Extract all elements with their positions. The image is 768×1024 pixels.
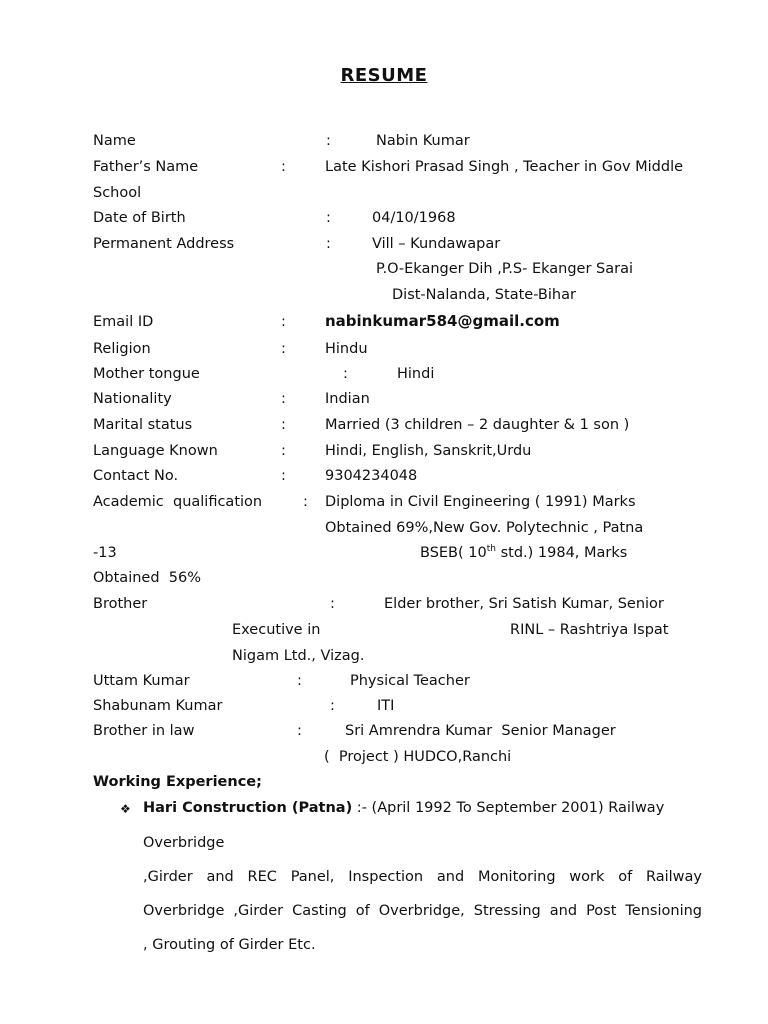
shabunam-value: ITI xyxy=(377,698,395,714)
brother-colon: : xyxy=(330,596,335,612)
email-label: Email ID xyxy=(93,314,154,330)
academic-line4: Obtained 56% xyxy=(93,570,201,586)
dob-value: 04/10/1968 xyxy=(372,210,456,226)
language-value: Hindi, English, Sanskrit,Urdu xyxy=(325,443,532,459)
company-name: Hari Construction (Patna) xyxy=(143,800,353,816)
language-label: Language Known xyxy=(93,443,218,459)
academic-line3: BSEB( 10th std.) 1984, Marks xyxy=(420,544,628,561)
name-label: Name xyxy=(93,133,136,149)
academic-line3-left: -13 xyxy=(93,545,117,561)
mother-tongue-label: Mother tongue xyxy=(93,366,200,382)
uttam-label: Uttam Kumar xyxy=(93,673,190,689)
dob-colon: : xyxy=(326,210,331,226)
nationality-colon: : xyxy=(281,391,286,407)
nationality-label: Nationality xyxy=(93,391,172,407)
father-label: Father’s Name xyxy=(93,159,199,175)
brother-label: Brother xyxy=(93,596,148,612)
experience-period: :- (April 1992 To September 2001) Railway xyxy=(352,800,665,816)
contact-colon: : xyxy=(281,468,286,484)
experience-line2: Overbridge xyxy=(143,835,225,851)
brother-line3: Nigam Ltd., Vizag. xyxy=(232,648,365,664)
name-colon: : xyxy=(326,133,331,149)
mother-tongue-colon: : xyxy=(343,366,348,382)
experience-heading: Working Experience; xyxy=(93,774,262,790)
marital-label: Marital status xyxy=(93,417,193,433)
experience-line1 xyxy=(143,801,664,816)
academic-colon: : xyxy=(303,494,308,510)
brother-line2a: Executive in xyxy=(232,622,321,638)
shabunam-label: Shabunam Kumar xyxy=(93,698,223,714)
brother-line2b: RINL – Rashtriya Ispat xyxy=(510,622,669,638)
address-line3: Dist-Nalanda, State-Bihar xyxy=(392,287,576,303)
name-value: Nabin Kumar xyxy=(376,133,470,149)
contact-value: 9304234048 xyxy=(325,468,418,484)
marital-value: Married (3 children – 2 daughter & 1 son ) xyxy=(325,417,630,433)
experience-line4: Overbridge ,Girder Casting of Overbridge, Stressing and Post Tensioning xyxy=(143,904,702,919)
brother-in-law-label: Brother in law xyxy=(93,723,195,739)
address-line2: P.O-Ekanger Dih ,P.S- Ekanger Sarai xyxy=(376,261,633,277)
academic-label: Academic qualification xyxy=(93,494,263,510)
address-label: Permanent Address xyxy=(93,236,235,252)
nationality-value: Indian xyxy=(325,391,370,407)
mother-tongue-value: Hindi xyxy=(397,366,435,382)
brother-in-law-line2: ( Project ) HUDCO,Ranchi xyxy=(324,749,512,765)
religion-label: Religion xyxy=(93,341,151,357)
contact-label: Contact No. xyxy=(93,468,179,484)
diamond-bullet-icon: ❖ xyxy=(120,802,131,816)
language-colon: : xyxy=(281,443,286,459)
email-value: nabinkumar584@gmail.com xyxy=(325,312,560,330)
father-value: Late Kishori Prasad Singh , Teacher in Gov Middle xyxy=(325,159,684,175)
religion-value: Hindu xyxy=(325,341,368,357)
brother-in-law-colon: : xyxy=(297,723,302,739)
experience-line5: , Grouting of Girder Etc. xyxy=(143,937,316,953)
experience-line3: ,Girder and REC Panel, Inspection and Monitoring work of Railway xyxy=(143,870,702,885)
brother-in-law-line1: Sri Amrendra Kumar Senior Manager xyxy=(345,723,616,739)
email-colon: : xyxy=(281,314,286,330)
religion-colon: : xyxy=(281,341,286,357)
shabunam-colon: : xyxy=(330,698,335,714)
marital-colon: : xyxy=(281,417,286,433)
brother-line1: Elder brother, Sri Satish Kumar, Senior xyxy=(384,596,664,612)
address-line1: Vill – Kundawapar xyxy=(372,236,501,252)
academic-line1: Diploma in Civil Engineering ( 1991) Marks xyxy=(325,494,636,510)
father-value-cont: School xyxy=(93,185,142,201)
address-colon: : xyxy=(326,236,331,252)
uttam-colon: : xyxy=(297,673,302,689)
uttam-value: Physical Teacher xyxy=(350,673,470,689)
page-title: RESUME xyxy=(340,65,428,86)
academic-line2: Obtained 69%,New Gov. Polytechnic , Patna xyxy=(325,520,644,536)
father-colon: : xyxy=(281,159,286,175)
dob-label: Date of Birth xyxy=(93,210,186,226)
